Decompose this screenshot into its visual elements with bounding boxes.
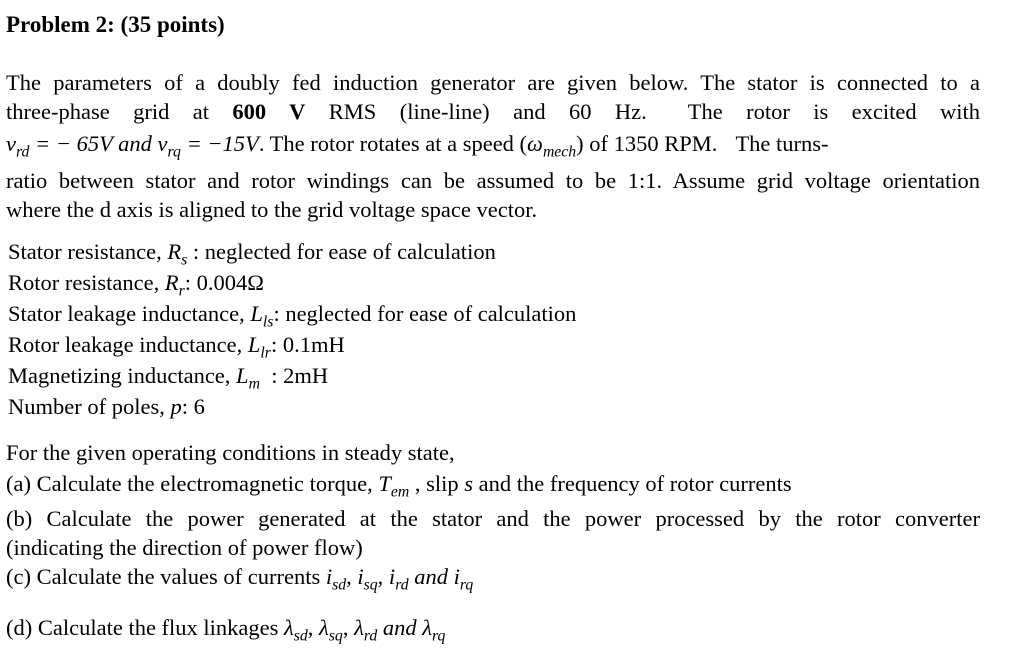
param-stator-leakage-inductance — [8, 301, 577, 331]
param-label: Magnetizing inductance, — [8, 363, 237, 388]
slip-symbol: s — [464, 471, 473, 496]
param-label: Rotor resistance, — [8, 270, 165, 295]
intro-text: . The rotor rotates at a speed ( — [258, 131, 528, 156]
question-d — [6, 615, 446, 645]
param-value: : 0.004Ω — [184, 270, 264, 295]
param-symbol: L — [250, 301, 263, 326]
param-symbol: p — [170, 394, 182, 419]
vrq-equation: = −15V — [180, 131, 259, 156]
param-value: : 0.1mH — [270, 332, 345, 357]
param-subscript: r — [178, 282, 185, 300]
intro-text: The rotor is excited with — [687, 99, 981, 124]
vrd-symbol: v — [6, 131, 16, 156]
param-value: : neglected for ease of calculation — [273, 301, 577, 326]
question-text: (c) Calculate the values of currents — [6, 564, 326, 589]
problem-title: Problem 2: (35 points) — [6, 12, 225, 37]
omega-symbol: ω — [527, 131, 543, 156]
intro-text: The turns- — [735, 131, 829, 156]
intro-line-5: where the d axis is aligned to the grid voltage space vector. — [6, 197, 538, 222]
question-b-line-1: (b) Calculate the power generated at the stator and the power processed by the rotor converter — [6, 506, 980, 531]
param-label: Number of poles, — [8, 394, 171, 419]
torque-symbol: T — [378, 471, 391, 496]
flux-symbol: λ — [319, 615, 329, 640]
question-a — [6, 471, 792, 501]
vrq-symbol: v — [157, 131, 168, 156]
flux-subscript: rd — [363, 627, 378, 645]
param-label: Rotor leakage inductance, — [8, 332, 248, 357]
param-subscript: m — [248, 375, 260, 393]
current-subscript: sd — [332, 576, 347, 594]
question-text: , slip — [409, 471, 465, 496]
flux-subscript: sd — [293, 627, 308, 645]
intro-line-4: ratio between stator and rotor windings can be assumed to be 1:1. Assume grid voltage orientation — [6, 168, 980, 193]
param-magnetizing-inductance — [8, 363, 329, 393]
param-value: : 6 — [181, 394, 205, 419]
param-number-of-poles — [8, 394, 205, 420]
flux-symbol: λ — [284, 615, 294, 640]
intro-text: RMS (line-line) and 60 Hz. — [328, 99, 647, 124]
vrq-subscript: rq — [167, 143, 181, 161]
param-subscript: ls — [262, 313, 274, 331]
questions-intro: For the given operating conditions in steady state, — [6, 440, 455, 465]
question-c — [6, 564, 474, 594]
current-symbol: i — [357, 564, 364, 589]
param-symbol: L — [247, 332, 261, 357]
flux-symbol: λ — [422, 615, 432, 640]
flux-symbol: λ — [354, 615, 364, 640]
param-label: Stator resistance, — [8, 239, 168, 264]
param-symbol: L — [236, 363, 249, 388]
param-label: Stator leakage inductance, — [8, 301, 251, 326]
current-symbol: i — [388, 564, 396, 589]
question-text: (d) Calculate the flux linkages — [6, 615, 285, 640]
param-stator-resistance — [8, 239, 496, 269]
param-symbol: R — [164, 270, 179, 295]
intro-line-3 — [6, 131, 829, 161]
flux-subscript: rq — [431, 627, 446, 645]
param-subscript: lr — [260, 344, 271, 362]
vrd-equation: = − 65V and — [29, 131, 158, 156]
question-b-line-2: (indicating the direction of power flow) — [6, 535, 363, 560]
current-subscript: rq — [459, 576, 474, 594]
separator: , — [377, 564, 389, 589]
grid-voltage: 600 V — [232, 99, 306, 124]
intro-text: ) of 1350 RPM. — [576, 131, 718, 156]
vrd-subscript: rd — [16, 143, 30, 161]
param-value: : 2mH — [259, 363, 329, 388]
intro-line-1: The parameters of a doubly fed induction generator are given below. The stator is connected to a — [6, 70, 980, 95]
question-text: (a) Calculate the electromagnetic torque, — [6, 471, 379, 496]
omega-subscript: mech — [542, 143, 577, 161]
flux-subscript: sq — [328, 627, 343, 645]
param-rotor-leakage-inductance — [8, 332, 345, 362]
param-value: : neglected for ease of calculation — [187, 239, 496, 264]
intro-line-2 — [6, 99, 980, 125]
param-subscript: s — [181, 251, 188, 269]
current-symbol: i — [453, 564, 460, 589]
separator: , — [346, 564, 358, 589]
current-subscript: sq — [363, 576, 378, 594]
and-word: and — [408, 564, 454, 589]
question-text: and the frequency of rotor currents — [473, 471, 792, 496]
separator: , — [307, 615, 320, 640]
intro-text: three-phase grid at — [6, 99, 209, 124]
and-word: and — [377, 615, 423, 640]
torque-subscript: em — [390, 483, 410, 501]
separator: , — [342, 615, 355, 640]
param-rotor-resistance — [8, 270, 264, 300]
current-subscript: rd — [395, 576, 409, 594]
param-symbol: R — [167, 239, 182, 264]
current-symbol: i — [325, 564, 333, 589]
